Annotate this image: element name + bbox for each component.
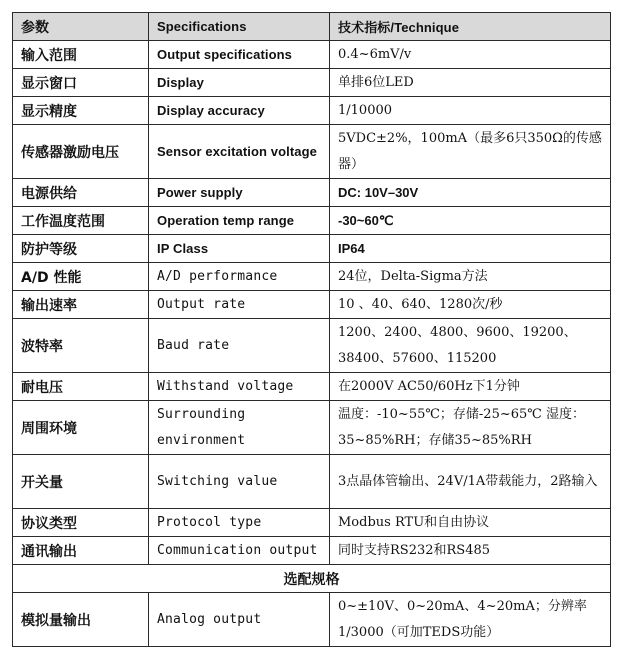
value-cell: 24位，Delta-Sigma方法 (330, 263, 611, 291)
param-cell: A/D 性能 (13, 263, 149, 291)
value-cell: -30~60℃ (330, 207, 611, 235)
spec-cell: Switching value (149, 455, 330, 509)
table-row (13, 207, 611, 235)
param-cell: 显示窗口 (13, 69, 149, 97)
value-cell: 在2000V AC50/60Hz下1分钟 (330, 373, 611, 401)
table-row (13, 179, 611, 207)
table-row (13, 97, 611, 125)
spec-cell: Sensor excitation voltage (149, 125, 330, 179)
value-cell: 5VDC±2%，100mA（最多6只350Ω的传感器） (330, 125, 611, 179)
param-cell: 通讯输出 (13, 537, 149, 565)
table-row (13, 263, 611, 291)
param-cell: 传感器激励电压 (13, 125, 149, 179)
value-cell: 10 、40、640、1280次/秒 (330, 291, 611, 319)
value-cell: 0~±10V、0~20mA、4~20mA；分辨率1/3000（可加TEDS功能） (330, 593, 611, 647)
table-row (13, 455, 611, 509)
param-cell: 显示精度 (13, 97, 149, 125)
table-row (13, 319, 611, 373)
spec-cell: Withstand voltage (149, 373, 330, 401)
value-cell: 单排6位LED (330, 69, 611, 97)
spec-cell: Operation temp range (149, 207, 330, 235)
param-cell: 协议类型 (13, 509, 149, 537)
param-cell: 输出速率 (13, 291, 149, 319)
table-row (13, 291, 611, 319)
param-cell: 开关量 (13, 455, 149, 509)
header-technique: 技术指标/Technique (330, 13, 611, 41)
spec-cell: Display (149, 69, 330, 97)
section-title: 选配规格 (13, 565, 611, 593)
header-param: 参数 (13, 13, 149, 41)
param-cell: 输入范围 (13, 41, 149, 69)
value-cell: 1200、2400、4800、9600、19200、38400、57600、115200 (330, 319, 611, 373)
table-row (13, 593, 611, 647)
param-cell: 模拟量输出 (13, 593, 149, 647)
spec-cell: Communication output (149, 537, 330, 565)
spec-cell: Analog output (149, 593, 330, 647)
table-row (13, 69, 611, 97)
value-cell: 同时支持RS232和RS485 (330, 537, 611, 565)
value-cell: 温度：-10~55℃；存储-25~65℃ 湿度：35~85%RH；存储35~85%RH (330, 401, 611, 455)
param-cell: 电源供给 (13, 179, 149, 207)
value-cell: DC: 10V–30V (330, 179, 611, 207)
table-row (13, 373, 611, 401)
param-cell: 工作温度范围 (13, 207, 149, 235)
header-row (13, 13, 611, 41)
spec-cell: Power supply (149, 179, 330, 207)
value-cell: 1/10000 (330, 97, 611, 125)
spec-cell: IP Class (149, 235, 330, 263)
table-row (13, 41, 611, 69)
spec-cell: A/D performance (149, 263, 330, 291)
spec-cell: Output rate (149, 291, 330, 319)
value-cell: 0.4~6mV/v (330, 41, 611, 69)
spec-cell: Output specifications (149, 41, 330, 69)
param-cell: 波特率 (13, 319, 149, 373)
param-cell: 耐电压 (13, 373, 149, 401)
param-cell: 防护等级 (13, 235, 149, 263)
spec-cell: Surrounding environment (149, 401, 330, 455)
table-row (13, 235, 611, 263)
spec-cell: Display accuracy (149, 97, 330, 125)
value-cell: 3点晶体管输出、24V/1A带载能力，2路输入 (330, 455, 611, 509)
section-row (13, 565, 611, 593)
value-cell: Modbus RTU和自由协议 (330, 509, 611, 537)
header-spec: Specifications (149, 13, 330, 41)
table-row (13, 401, 611, 455)
spec-cell: Protocol type (149, 509, 330, 537)
spec-cell: Baud rate (149, 319, 330, 373)
param-cell: 周围环境 (13, 401, 149, 455)
table-row (13, 509, 611, 537)
value-cell: IP64 (330, 235, 611, 263)
specification-table (12, 12, 611, 647)
table-row (13, 537, 611, 565)
table-row (13, 125, 611, 179)
